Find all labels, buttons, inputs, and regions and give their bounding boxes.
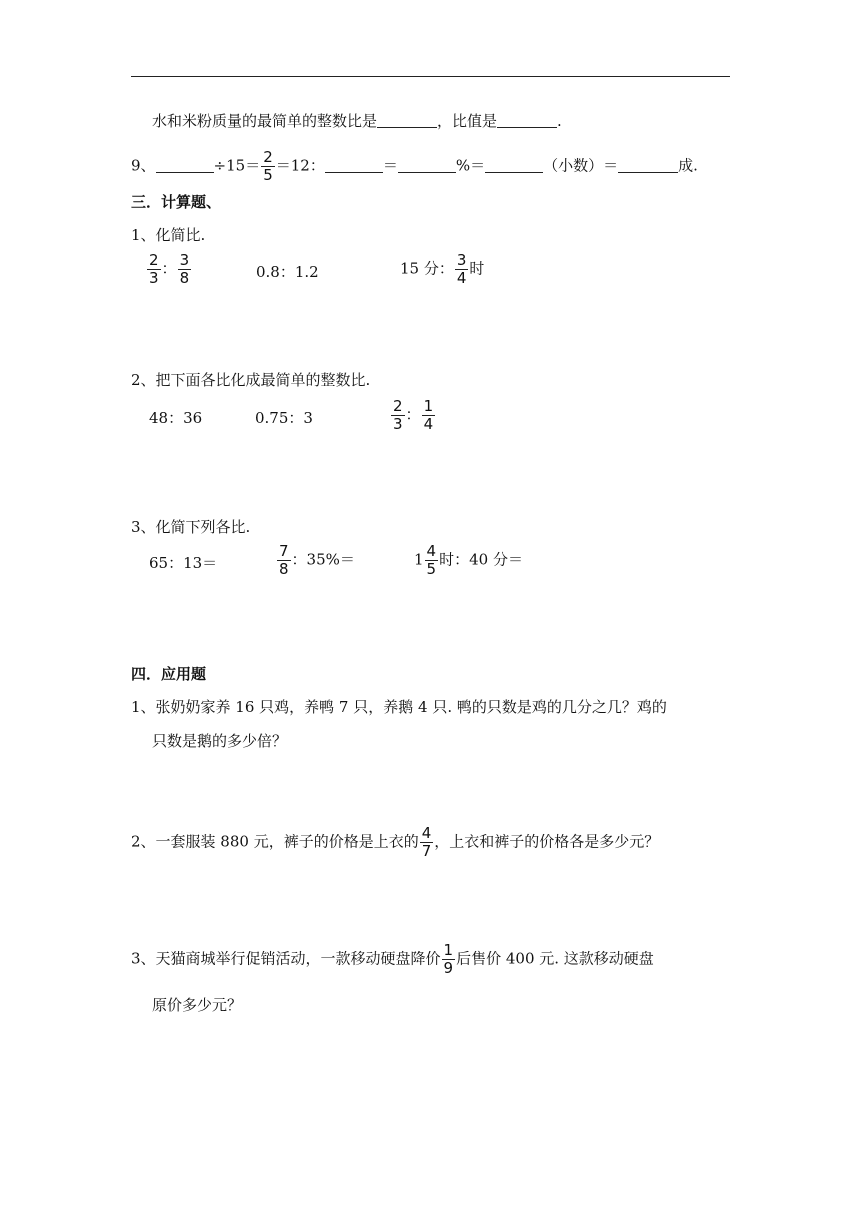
colon: ：: [161, 259, 177, 278]
q8-tail-mid: ，比值是: [437, 112, 498, 130]
fraction-numerator: 2: [393, 397, 403, 415]
fraction-denominator: 7: [421, 842, 432, 860]
section3-p1-c: [400, 252, 484, 287]
section3-p3-b: [276, 543, 355, 578]
fraction-denominator: 5: [263, 166, 273, 184]
section4-q1-line1: 1、张奶奶家养 16 只鸡，养鸭 7 只，养鹅 4 只. 鸭的只数是鸡的几分之几？鸡的: [131, 698, 667, 716]
q9-eq1: ＝: [382, 156, 398, 175]
section3-p2-a: 48：36: [149, 409, 203, 427]
q2-suffix: ，上衣和裤子的价格各是多少元？: [434, 832, 660, 851]
header-rule: [131, 76, 730, 77]
q9-cheng: 成.: [678, 156, 698, 175]
fraction-numerator: 4: [426, 542, 437, 560]
fraction: [178, 252, 192, 287]
fraction-numerator: 1: [423, 397, 434, 415]
q8-tail-prefix: 水和米粉质量的最简单的整数比是: [152, 112, 378, 130]
section3-p2-b: 0.75：3: [255, 409, 313, 427]
fraction-denominator: 9: [443, 959, 454, 977]
fraction-numerator: 3: [179, 251, 190, 269]
fraction: [422, 398, 436, 433]
section3-p3-c: [414, 543, 523, 578]
q9-label: 9、: [131, 156, 156, 175]
section3-p3-label: 3、化简下列各比.: [131, 518, 251, 536]
section3-p3-a: 65：13＝: [149, 554, 218, 572]
p1c-suffix: 时: [469, 259, 485, 278]
fraction-numerator: 4: [421, 824, 432, 842]
q9-line: [131, 149, 698, 184]
fraction-denominator: 4: [423, 415, 434, 433]
q8-tail-line: [152, 111, 562, 131]
section4-q3-line1: [131, 942, 654, 977]
answer-blank[interactable]: [156, 158, 214, 173]
fraction-numerator: 1: [443, 941, 454, 959]
fraction-denominator: 4: [456, 269, 467, 287]
fraction-numerator: 2: [263, 148, 273, 166]
q3-prefix: 3、天猫商城举行促销活动，一款移动硬盘降价: [131, 949, 441, 968]
fraction-denominator: 8: [179, 269, 190, 287]
q2-prefix: 2、一套服装 880 元，裤子的价格是上衣的: [131, 832, 419, 851]
colon: ：: [405, 405, 421, 424]
fraction: [425, 543, 439, 578]
mixed-number-whole: 1: [414, 550, 424, 569]
p1c-prefix: 15 分：: [400, 259, 454, 278]
fraction: [277, 543, 291, 578]
answer-blank[interactable]: [497, 113, 557, 128]
fraction: [455, 252, 469, 287]
fraction: [442, 942, 456, 977]
section4-q2: [131, 825, 659, 860]
q9-div: ÷15＝: [213, 156, 261, 175]
fraction: [147, 252, 161, 287]
q9-decimal-eq: （小数）＝: [543, 156, 619, 175]
q3-suffix: 后售价 400 元. 这款移动硬盘: [456, 949, 654, 968]
fraction-denominator: 3: [149, 269, 159, 287]
section4-q3-line2: 原价多少元？: [152, 996, 243, 1014]
section4-title: 四．应用题: [131, 665, 207, 683]
answer-blank[interactable]: [485, 158, 543, 173]
answer-blank[interactable]: [377, 113, 437, 128]
fraction-denominator: 3: [393, 415, 403, 433]
answer-blank[interactable]: [398, 158, 456, 173]
fraction: [391, 398, 405, 433]
fraction: [420, 825, 434, 860]
section3-p2-label: 2、把下面各比化成最简单的整数比.: [131, 371, 371, 389]
fraction-numerator: 7: [279, 542, 289, 560]
fraction-numerator: 3: [456, 251, 467, 269]
answer-blank[interactable]: [325, 158, 383, 173]
q9-eq12: ＝12：: [275, 156, 325, 175]
section3-p2-c: [390, 398, 436, 433]
fraction-numerator: 2: [149, 251, 159, 269]
section3-p1-label: 1、化简比.: [131, 226, 206, 244]
p3b-suffix: ：35%＝: [291, 550, 355, 569]
answer-blank[interactable]: [618, 158, 678, 173]
q8-tail-end: .: [557, 112, 562, 130]
section3-title: 三．计算题、: [131, 193, 222, 211]
section3-p1-b: 0.8：1.2: [256, 263, 319, 281]
fraction-denominator: 8: [279, 560, 289, 578]
q9-pct-eq: %＝: [455, 156, 486, 175]
p3c-suffix: 时：40 分＝: [439, 550, 523, 569]
section4-q1-line2: 只数是鹅的多少倍？: [152, 732, 288, 750]
section3-p1-a: [146, 252, 192, 287]
fraction: [261, 149, 275, 184]
fraction-denominator: 5: [426, 560, 437, 578]
